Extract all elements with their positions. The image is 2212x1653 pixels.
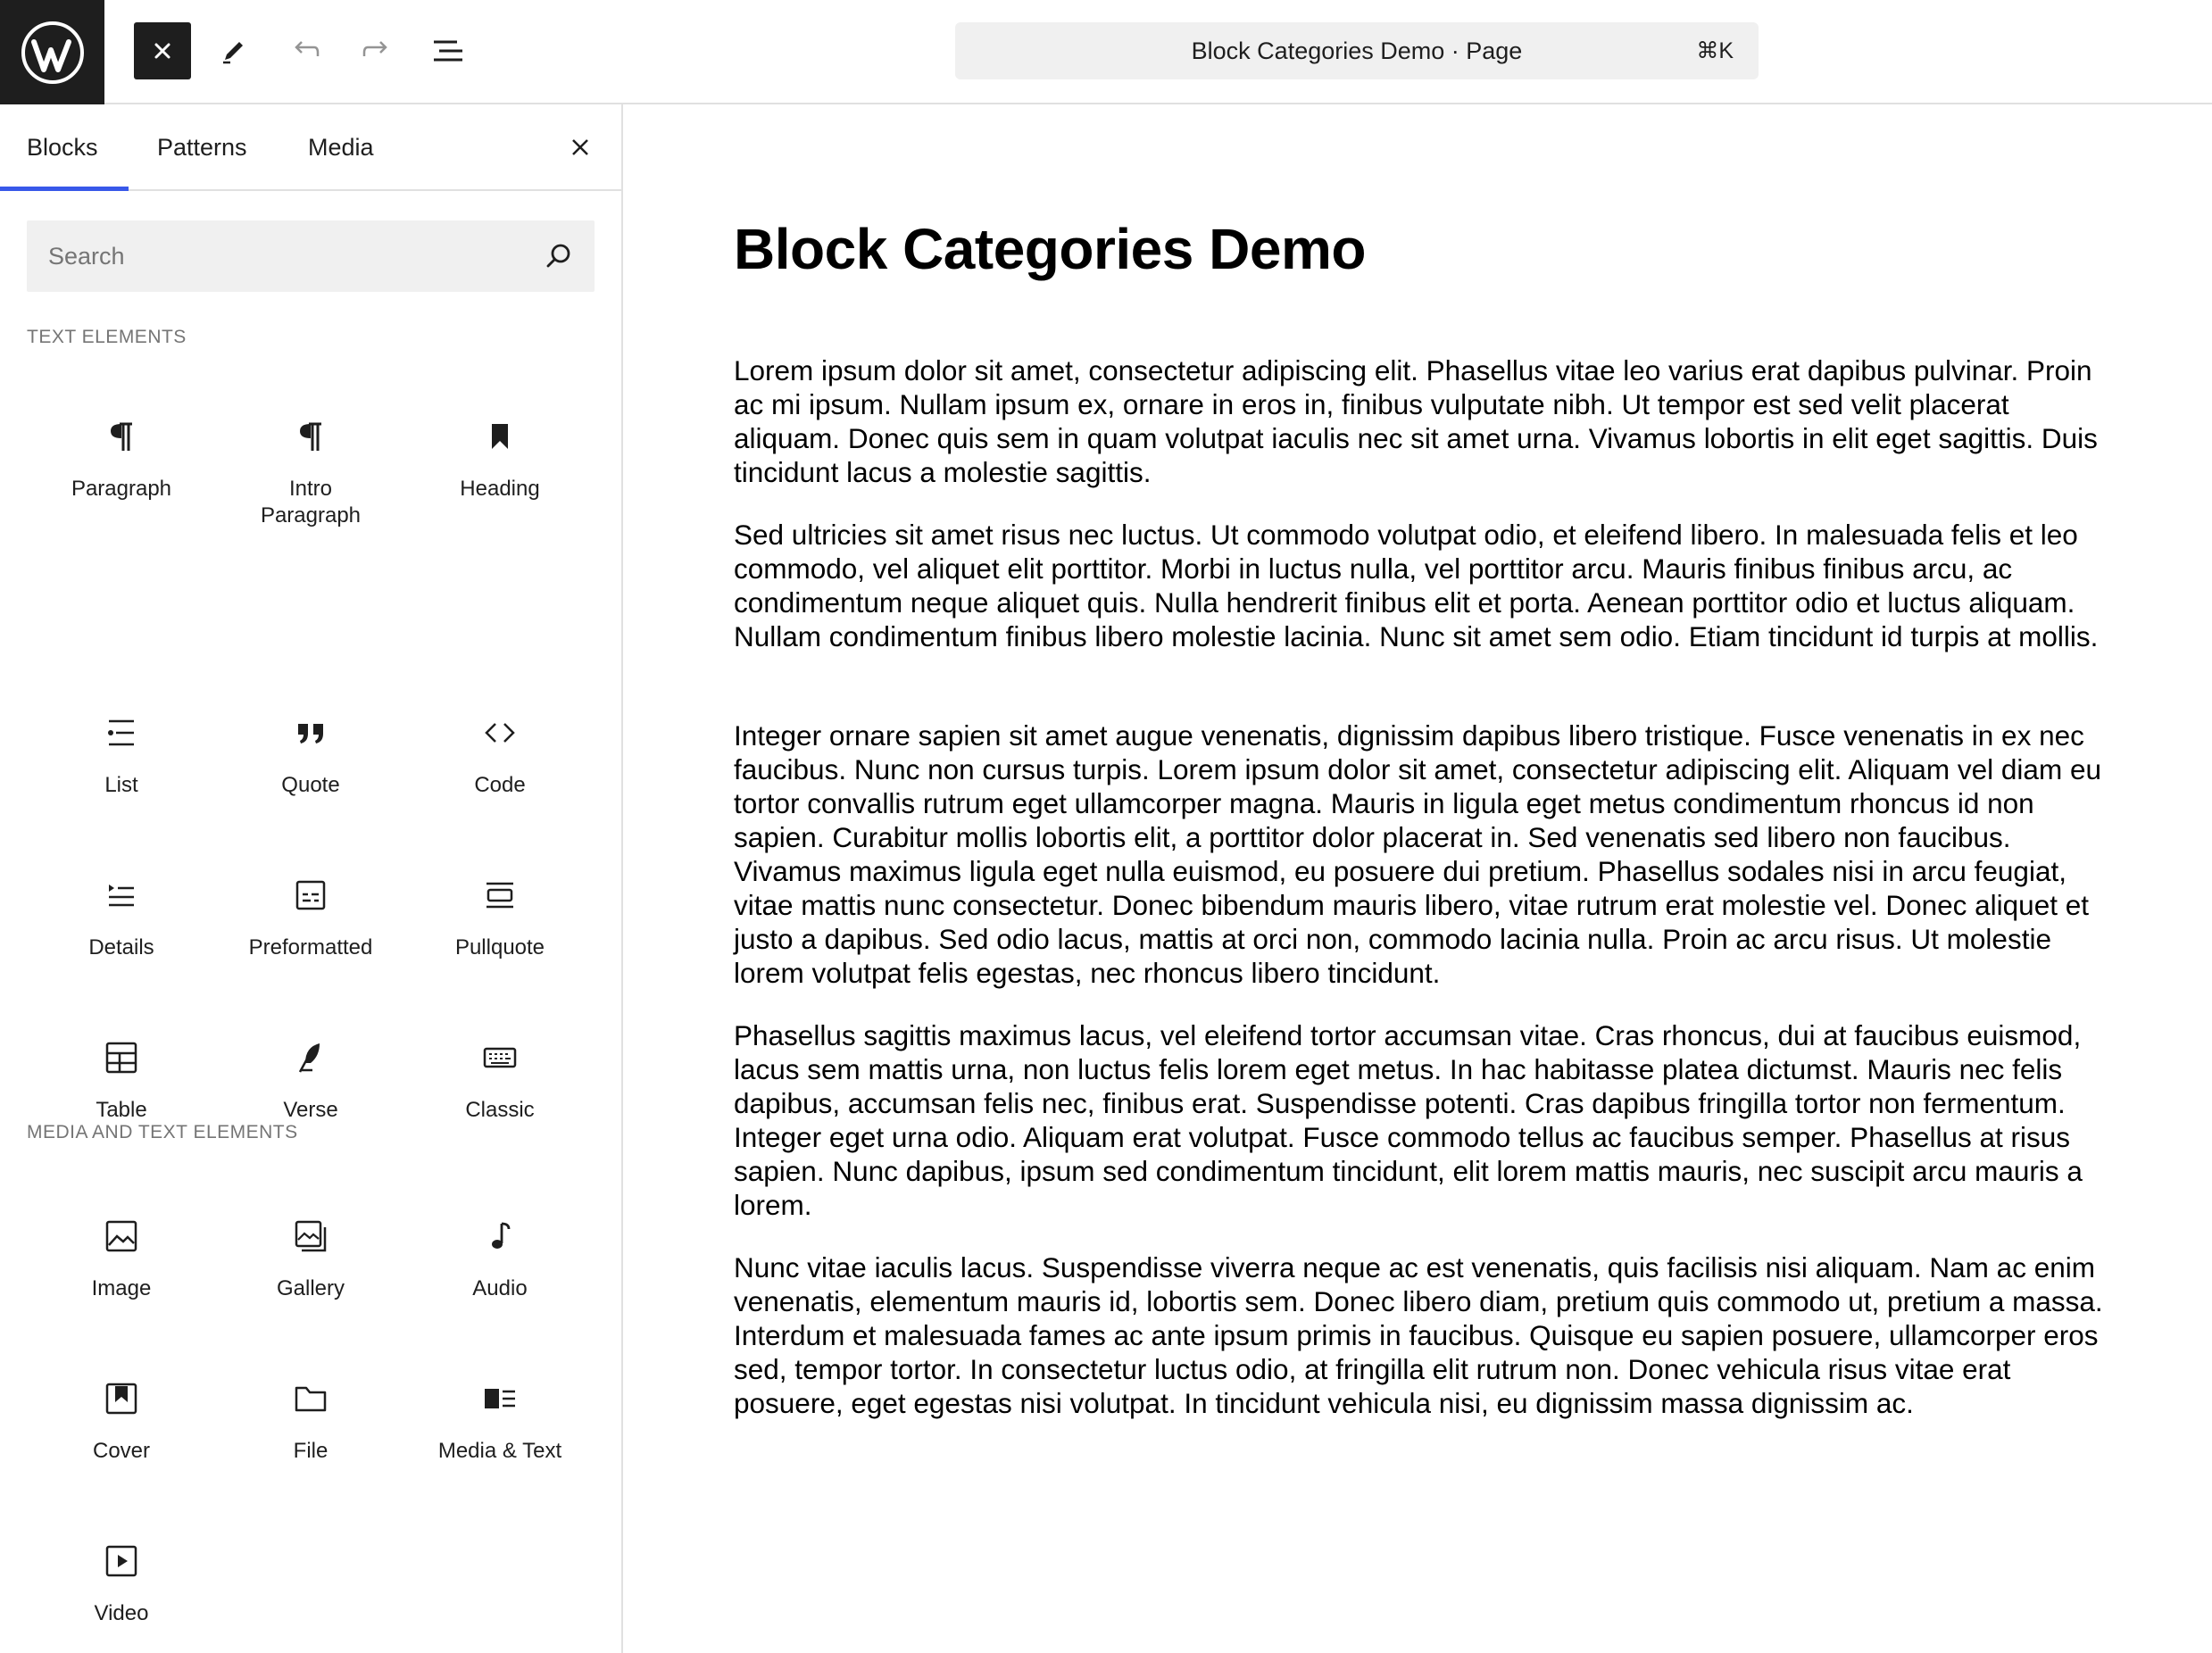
block-table[interactable]	[27, 1038, 216, 1124]
wordpress-logo-icon[interactable]	[0, 0, 104, 104]
block-file[interactable]	[216, 1379, 405, 1465]
paragraph-block[interactable]: Phasellus sagittis maximus lacus, vel eleifend tortor accumsan vitae. Cras rhoncus, dui at faucibus euismod, lacus sem mattis urna, non luctus felis lorem eget metus. In hac habitasse platea dictumst. Mauris nec felis dapibus, accumsan felis nec, finibus erat. Suspendisse potenti. Cras dapibus fringilla tortor non fermentum. Integer eget urna odio. Aliquam erat volutpat. Fusce commodo tellus ac faucibus semper. Phasellus at risus sapien. Nunc dapibus, ipsum sed condimentum tincidunt, elit lorem mattis mauris, nec suscipit arcu mauris a lorem.	[734, 1019, 2083, 1221]
close-block-inserter-button[interactable]	[134, 22, 191, 79]
block-intro-paragraph[interactable]	[216, 417, 405, 529]
cover-icon	[102, 1379, 141, 1418]
media-text-icon	[480, 1379, 520, 1418]
close-inserter-button[interactable]	[553, 120, 607, 174]
block-label: Image	[91, 1276, 152, 1300]
block-code[interactable]	[405, 713, 595, 799]
undo-button[interactable]	[277, 22, 334, 79]
undo-icon	[287, 33, 323, 69]
block-label: Classic	[465, 1098, 535, 1122]
paragraph-block[interactable]: Nunc vitae iaculis lacus. Suspendisse viverra neque ac est venenatis, quis facilisis nisi aliquam. Nam ac enim venenatis, elementum mauris id, lobortis sem. Donec libero diam, pretium quis commodo ut, pretium a massa. Interdum et malesuada fames ac ante ipsum primis in faucibus. Quisque eu sapien posuere, ullamcorper eros sed, tempor tortor. In consectetur luctus odio, at fringilla elit rutrum non. Donec vehicula risus vitae erat posuere, eget egestas nisi volutpat. In tincidunt vehicula nisi, eu dignissim massa dignissim ac.	[734, 1251, 2103, 1419]
active-tab-indicator	[0, 187, 129, 191]
block-label: Verse	[283, 1098, 338, 1122]
category-heading-text-elements: TEXT ELEMENTS	[27, 327, 187, 347]
block-image[interactable]	[27, 1217, 216, 1302]
block-gallery[interactable]	[216, 1217, 405, 1302]
block-label: Code	[474, 773, 526, 797]
edit-tools-button[interactable]	[205, 22, 262, 79]
document-overview-button[interactable]	[420, 22, 477, 79]
close-icon	[569, 136, 592, 159]
block-list[interactable]	[27, 713, 216, 799]
editor-header	[0, 0, 2212, 104]
block-label: Media & Text	[437, 1439, 562, 1463]
block-label: Quote	[281, 773, 340, 797]
code-icon	[480, 713, 520, 752]
block-verse[interactable]	[216, 1038, 405, 1124]
category-heading-media-and-text: MEDIA AND TEXT ELEMENTS	[27, 1122, 298, 1142]
block-label: Audio	[472, 1276, 528, 1300]
keyboard-icon	[480, 1038, 520, 1077]
redo-button[interactable]	[348, 22, 405, 79]
block-heading[interactable]	[405, 417, 595, 503]
paragraph-block[interactable]: Integer ornare sapien sit amet augue venenatis, dignissim dapibus libero tristique. Fusce venenatis in ex nec faucibus. Nunc non cursus turpis. Lorem ipsum dolor sit amet, consectetur adipiscing elit. Aliquam vel diam eu tortor convallis rutrum eget ullamcorper magna. Mauris in ligula eget metus condimentum rhoncus id non sapien. Curabitur mollis lobortis elit, a porttitor dolor placerat in. Sed venenatis sed libero non faucibus. Vivamus maximus ligula eget nulla euismod, eu posuere dui pretium. Phasellus sodales nisi in arcu feugiat, vitae mattis nunc consectetur. Donec bibendum mauris libero, vitae rutrum erat molestie vel. Donec aliquet et justo a dapibus. Sed odio lacus, mattis at orci non, commodo lacinia nulla. Proin ac arcu risus. Ut molestie lorem volutpat felis egestas, nec rhoncus libero tincidunt.	[734, 719, 2101, 989]
block-video[interactable]	[27, 1541, 216, 1627]
block-label: Paragraph	[71, 477, 172, 501]
paragraph-icon	[102, 417, 141, 456]
paragraph-icon	[291, 417, 330, 456]
block-preformatted[interactable]	[216, 876, 405, 961]
block-label: Heading	[460, 477, 540, 501]
block-paragraph[interactable]	[27, 417, 216, 503]
list-view-icon	[430, 33, 466, 69]
music-note-icon	[480, 1217, 520, 1256]
block-label: Table	[96, 1098, 147, 1122]
table-icon	[102, 1038, 141, 1077]
tab-patterns[interactable]: Patterns	[157, 134, 247, 161]
paragraph-block[interactable]: Sed ultricies sit amet risus nec luctus. Ut commodo volutpat odio, et eleifend libero. In malesuada felis et leo commodo, vel aliquet elit porttitor. Morbi in luctus nulla, vel porttitor arcu. Mauris finibus finibus arcu, ac condimentum neque aliquet quis. Nulla hendrerit finibus elit et porta. Aenean porttitor odio et luctus aliquam. Nullam condimentum finibus libero molestie lacinia. Nunc sit amet sem odio. Etiam tincidunt id turpis at mollis.	[734, 519, 2099, 652]
post-title[interactable]: Block Categories Demo	[734, 217, 1366, 281]
block-classic[interactable]	[405, 1038, 595, 1124]
block-label: Gallery	[276, 1276, 345, 1300]
gallery-icon	[291, 1217, 330, 1256]
block-search	[27, 220, 595, 292]
document-title: Block Categories Demo · Page	[1191, 37, 1523, 64]
paragraph-block[interactable]: Lorem ipsum dolor sit amet, consectetur adipiscing elit. Phasellus vitae leo varius erat dapibus pulvinar. Proin ac mi ipsum. Nullam ipsum ex, ornare in eros in, finibus vulputate nibh. Ut tempor est sed velit placerat aliquam. Donec quis sem in quam volutpat iaculis nec sit amet urna. Vivamus lobortis in elit eget sagittis. Duis tincidunt lacus a molestie sagittis.	[734, 354, 2098, 488]
tab-blocks[interactable]: Blocks	[27, 134, 98, 161]
block-label: Details	[88, 935, 154, 959]
video-icon	[102, 1541, 141, 1581]
command-palette-bar[interactable]	[955, 22, 1759, 79]
keyboard-shortcut: ⌘K	[1696, 38, 1734, 63]
image-icon	[102, 1217, 141, 1256]
block-inserter-panel	[0, 104, 623, 1653]
block-media-text[interactable]	[405, 1379, 595, 1465]
block-label: List	[104, 773, 138, 797]
details-icon	[102, 876, 141, 915]
block-audio[interactable]	[405, 1217, 595, 1302]
search-icon[interactable]	[541, 238, 577, 274]
feather-icon	[291, 1038, 330, 1077]
redo-icon	[359, 33, 395, 69]
block-label: File	[293, 1439, 328, 1463]
block-quote[interactable]	[216, 713, 405, 799]
pencil-icon	[218, 35, 250, 67]
block-label: Preformatted	[248, 935, 373, 959]
bookmark-icon	[480, 417, 520, 456]
pullquote-icon	[480, 876, 520, 915]
search-input[interactable]	[27, 220, 527, 292]
block-details[interactable]	[27, 876, 216, 961]
block-label: Pullquote	[454, 935, 545, 959]
block-label: Intro Paragraph	[260, 477, 362, 527]
quote-icon	[291, 713, 330, 752]
editor-canvas	[625, 104, 2212, 1653]
block-cover[interactable]	[27, 1379, 216, 1465]
tab-media[interactable]: Media	[308, 134, 374, 161]
folder-icon	[291, 1379, 330, 1418]
list-icon	[102, 713, 141, 752]
preformatted-icon	[291, 876, 330, 915]
block-label: Cover	[92, 1439, 151, 1463]
inserter-tabs	[0, 104, 621, 191]
block-pullquote[interactable]	[405, 876, 595, 961]
block-label: Video	[94, 1601, 149, 1625]
